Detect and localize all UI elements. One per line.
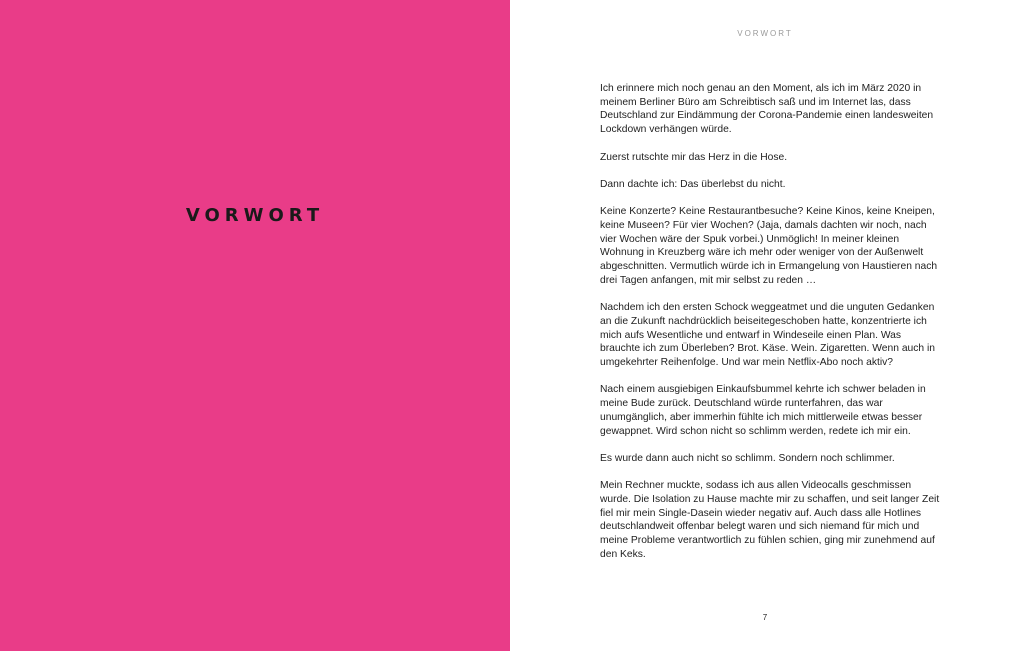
- paragraph: Nachdem ich den ersten Schock weggeatmet und die unguten Gedanken an die Zukunft nachdrücklich beiseitegeschoben hatte, konzentrierte ich mich aufs Wesentliche und entwarf in Windeseile einen Plan. Was brauchte ich zum Überleben? Brot. Käse. Wein. Zigaretten. Wenn auch in umgekehrter Reihenfolge. Und war mein Netflix-Abo noch aktiv?: [600, 302, 936, 368]
- paragraph: Nach einem ausgiebigen Einkaufsbummel kehrte ich schwer beladen in meine Bude zurück. Deutschland würde runterfahren, das war unumgänglich, aber immerhin fühlte ich mich mittlerweile etwas besser gewappnet. Wird schon nicht so schlimm werden, redete ich mir ein.: [600, 384, 926, 437]
- running-header: VORWORT: [737, 29, 793, 38]
- paragraph: Zuerst rutschte mir das Herz in die Hose.: [600, 151, 788, 163]
- paragraph: Keine Konzerte? Keine Restaurantbesuche? Keine Kinos, keine Kneipen, keine Museen? Für vier Wochen? (Jaja, damals dachten wir noch, nach vier Wochen wäre der Spuk vorbei.) Unmöglich! In meiner kleinen Wohnung in Kreuzberg wäre ich mehr oder weniger von der Außenwelt abgeschnitten. Vermutlich würde ich in Ermangelung von Haustieren nach drei Tagen anfangen, mit mir selbst zu reden …: [600, 206, 938, 286]
- paragraph: Dann dachte ich: Das überlebst du nicht.: [600, 178, 786, 190]
- chapter-title: VORWORT: [185, 205, 325, 226]
- body-text: [600, 82, 940, 575]
- paragraph: Ich erinnere mich noch genau an den Moment, als ich im März 2020 in meinem Berliner Büro am Schreibtisch saß und im Internet las, dass Deutschland zur Eindämmung der Corona-Pandemie einen landesweiten Lockdown verhängen würde.: [600, 83, 934, 136]
- right-page: [510, 0, 1020, 651]
- paragraph: Es wurde dann auch nicht so schlimm. Sondern noch schlimmer.: [600, 452, 895, 464]
- paragraph: Mein Rechner muckte, sodass ich aus allen Videocalls geschmissen wurde. Die Isolation zu Hause machte mir zu schaffen, und seit langer Zeit fiel mir mein Single-Dasein wieder negativ auf. Auch dass alle Hotlines deutschlandweit offenbar belegt waren und sich niemand für mich und meine Probleme verantwortlich zu fühlen schien, ging mir zunehmend auf den Keks.: [600, 480, 940, 560]
- page-number: 7: [762, 613, 768, 622]
